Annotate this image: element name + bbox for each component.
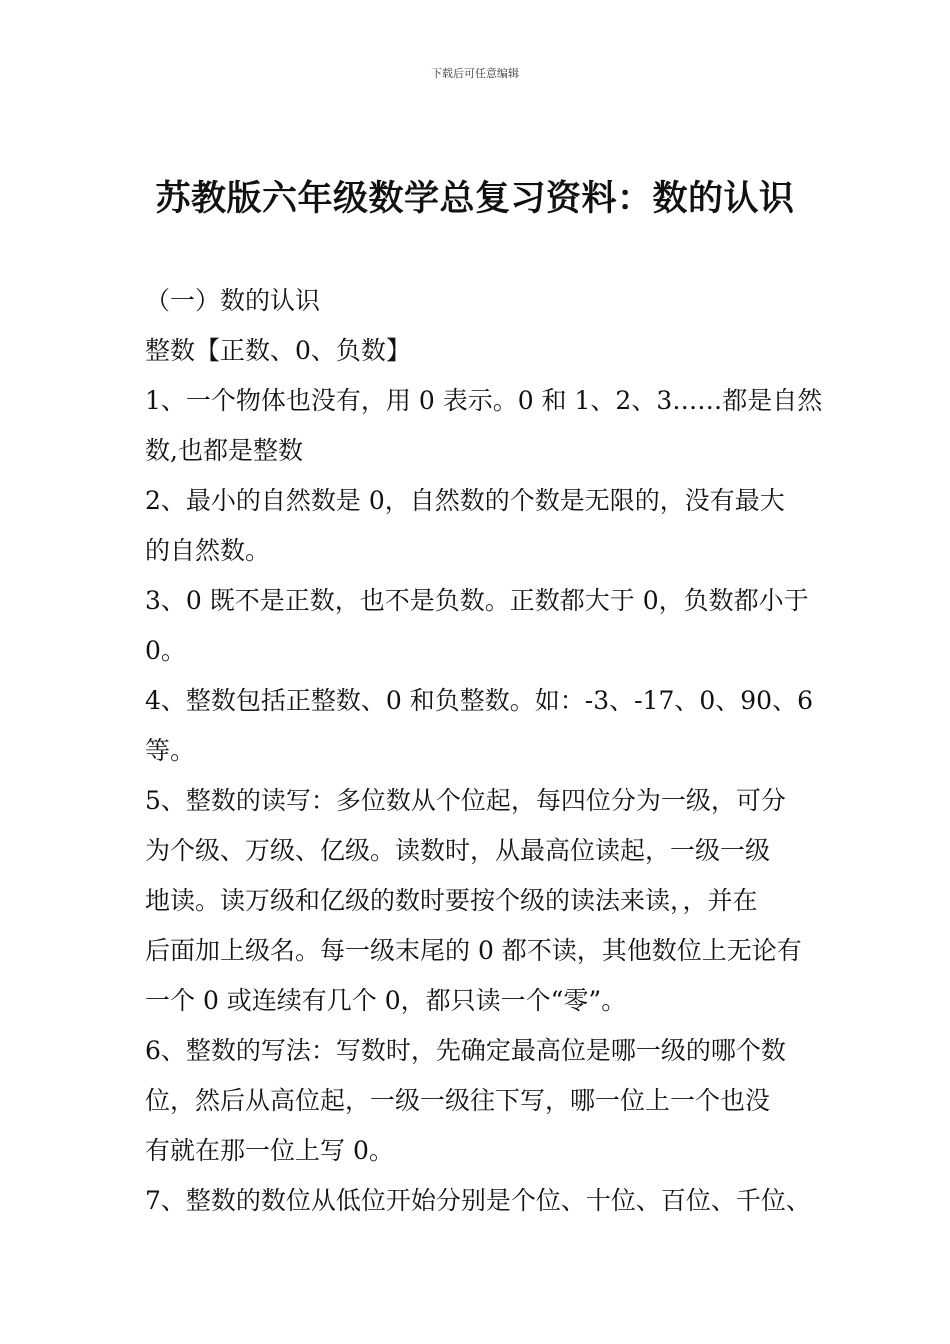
section-heading: （一）数的认识: [145, 286, 321, 315]
body-line: 5、整数的读写：多位数从个位起，每四位分为一级，可分: [145, 786, 786, 815]
document-body: [145, 276, 825, 1226]
body-line: 等。: [145, 736, 196, 765]
body-line: 0。: [145, 636, 186, 665]
body-line: 位，然后从高位起，一级一级往下写，哪一位上一个也没: [145, 1086, 771, 1115]
body-line: 3、0 既不是正数，也不是负数。正数都大于 0，负数都小于: [145, 586, 809, 615]
body-line: 一个 0 或连续有几个 0，都只读一个“零”。: [145, 986, 627, 1015]
body-line: 地读。读万级和亿级的数时要按个级的读法来读，，并在: [145, 886, 758, 915]
document-title: 苏教版六年级数学总复习资料：数的认识: [155, 178, 795, 219]
body-line: 1、一个物体也没有，用 0 表示。0 和 1、2、3……都是自然: [145, 386, 823, 415]
body-line: 有就在那一位上写 0。: [145, 1136, 394, 1165]
body-line: 7、整数的数位从低位开始分别是个位、十位、百位、千位、: [145, 1186, 811, 1215]
subheading-integers: 整数【正数、0、负数】: [145, 336, 411, 365]
body-line: 后面加上级名。每一级末尾的 0 都不读，其他数位上无论有: [145, 936, 802, 965]
body-line: 4、整数包括正整数、0 和负整数。如：-3、-17、0、90、6: [145, 686, 813, 715]
body-line: 为个级、万级、亿级。读数时，从最高位读起，一级一级: [145, 836, 771, 865]
body-line: 2、最小的自然数是 0，自然数的个数是无限的，没有最大: [145, 486, 785, 515]
body-line: 6、整数的写法：写数时，先确定最高位是哪一级的哪个数: [145, 1036, 786, 1065]
page-header-note: 下载后可任意编辑: [431, 67, 519, 80]
body-line: 的自然数。: [145, 536, 271, 565]
body-line: 数,也都是整数: [145, 436, 303, 465]
